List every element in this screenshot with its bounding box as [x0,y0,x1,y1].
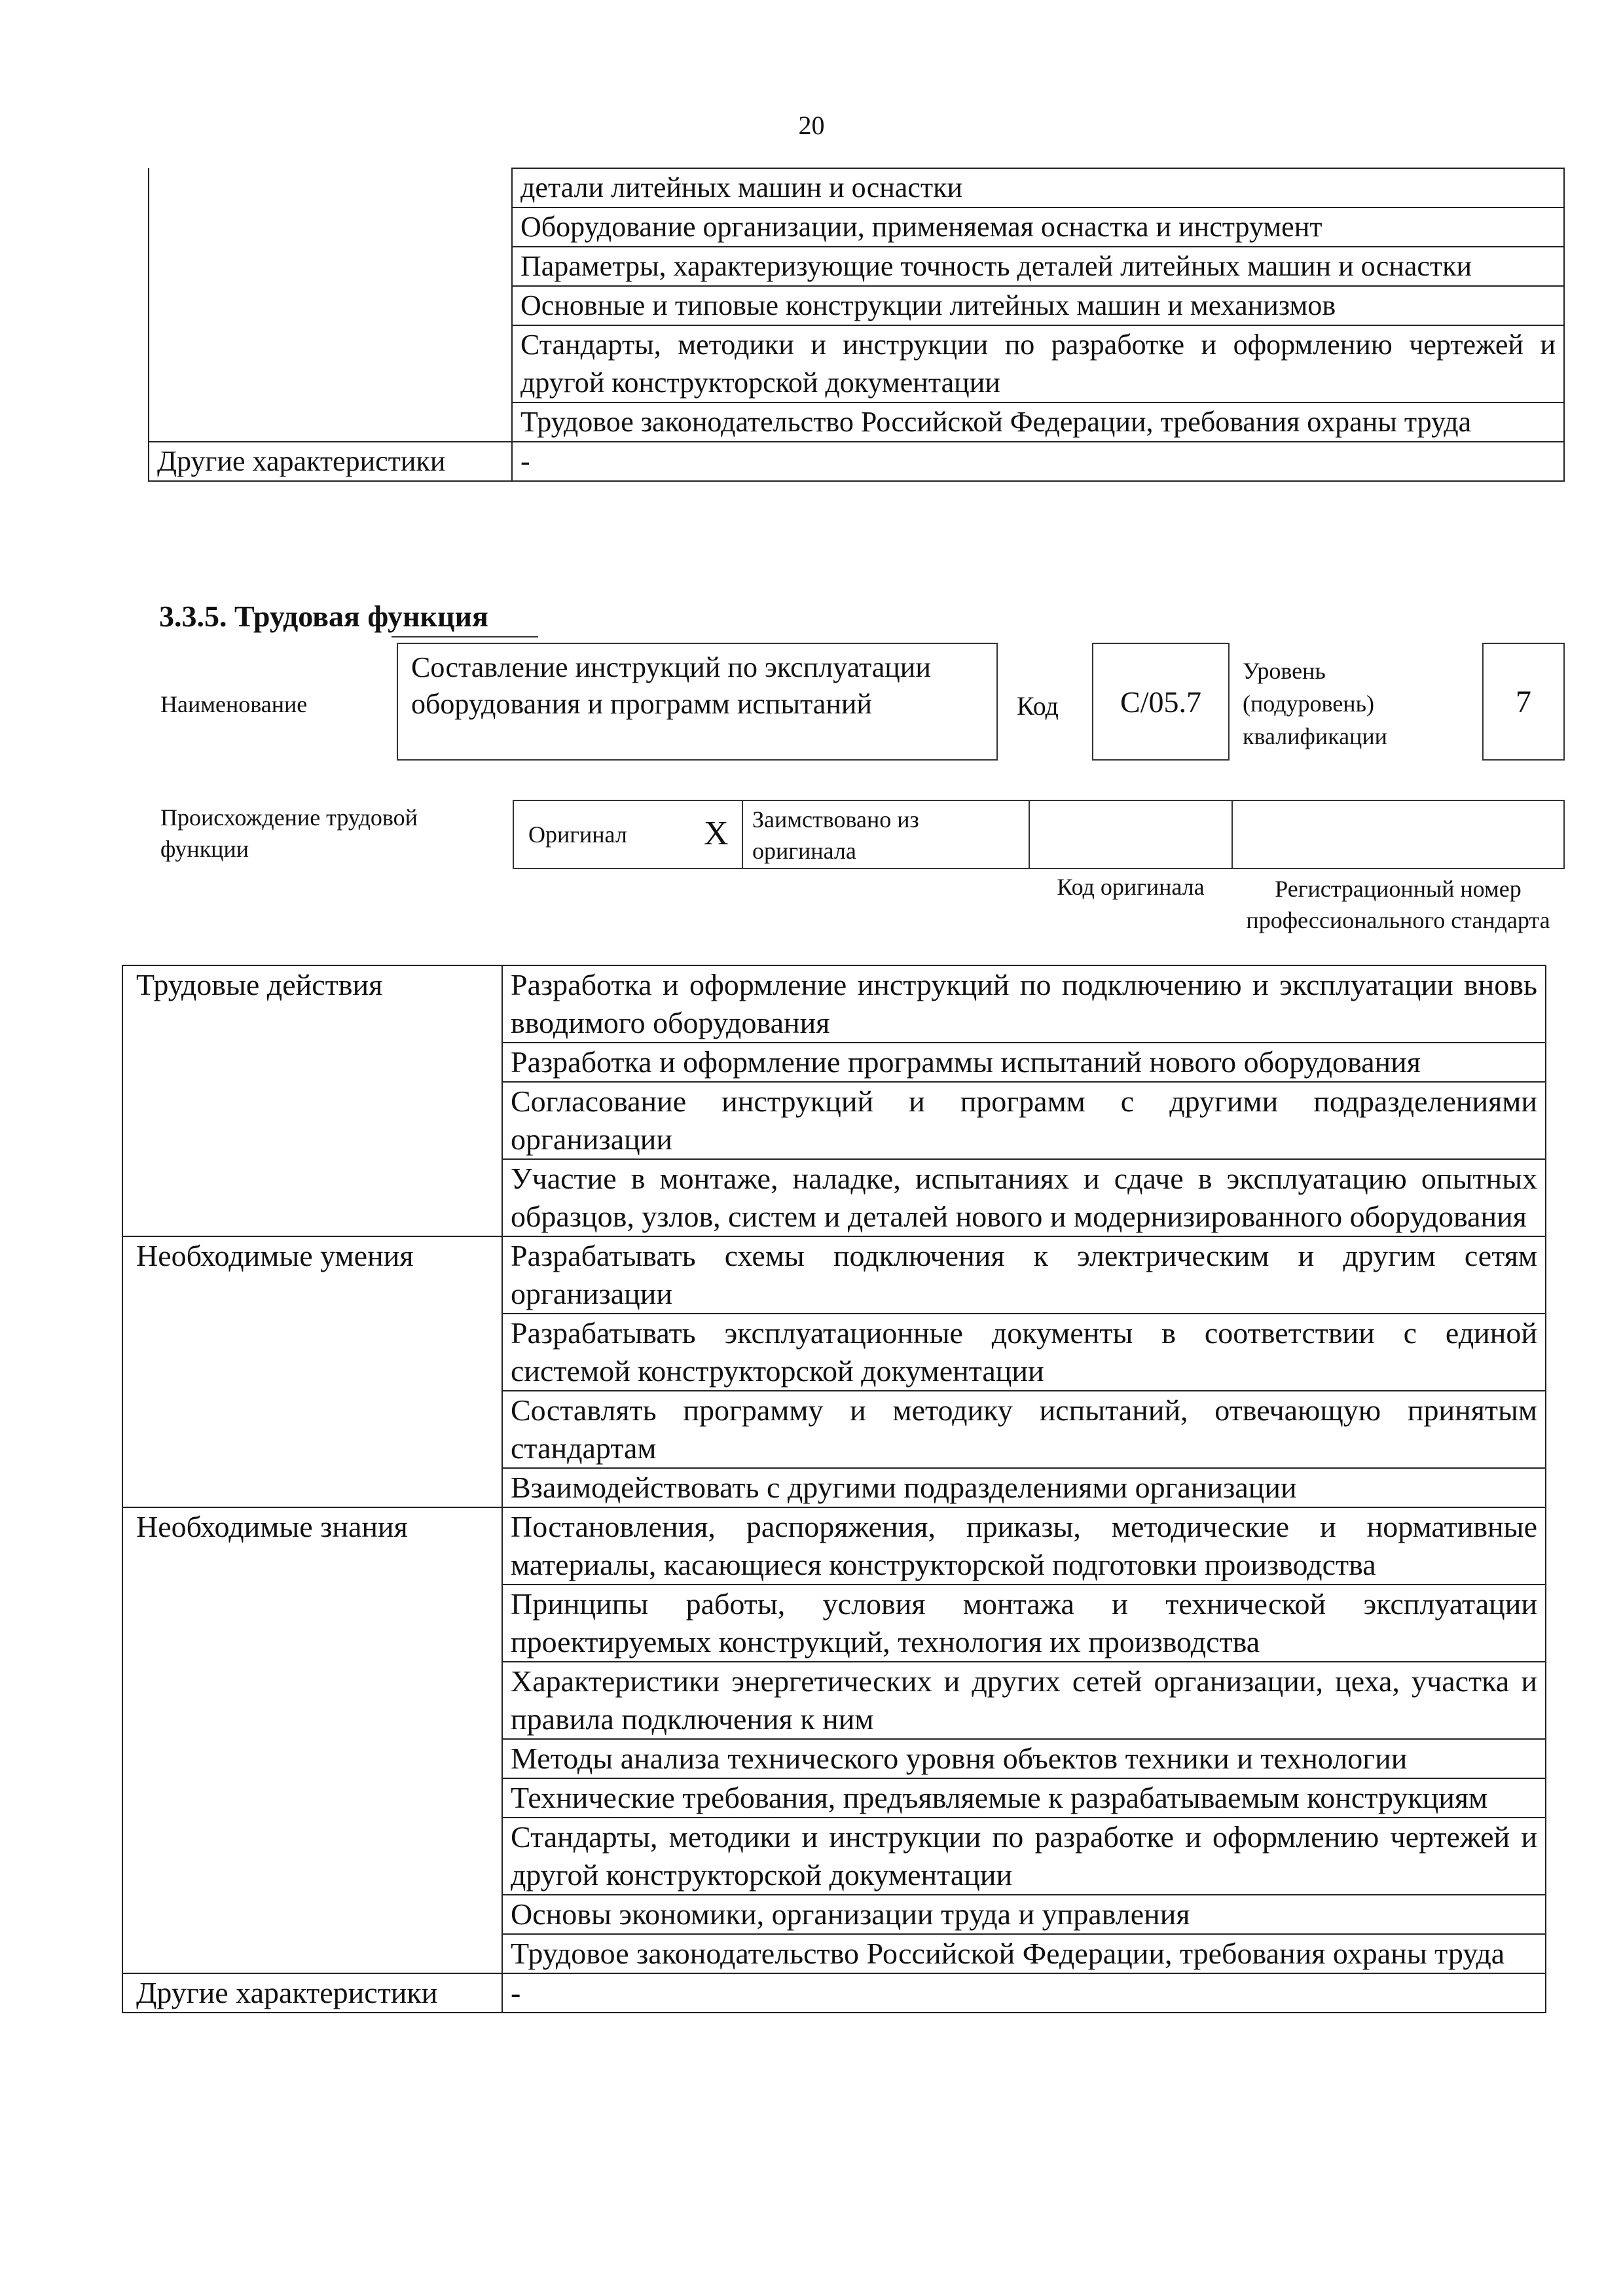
original-label: Оригинал [528,821,627,848]
table-row [149,286,1564,325]
original-code-caption: Код оригинала [1057,874,1205,900]
knowledge-item: Методы анализа технического уровня объектов техники и технологии [502,1739,1546,1778]
borrowed-label: Заимствовано из оригинала [752,806,919,864]
required-knowledge-label: Необходимые знания [122,1507,502,1973]
table-row [149,168,1564,207]
table-row [149,403,1564,442]
labor-action-item: Разработка и оформление программы испытаний нового оборудования [502,1043,1546,1082]
table-row [149,442,1564,481]
page-number: 20 [798,111,825,140]
other-characteristics-value: - [502,1973,1546,2013]
name-label: Наименование [160,691,308,717]
section-title: 3.3.5. Трудовая функция [159,600,488,633]
code-box [1092,643,1230,761]
knowledge-item: Основы экономики, организации труда и управления [502,1895,1546,1934]
table-row [122,965,1546,1043]
knowledge-item: детали литейных машин и оснастки [512,168,1564,207]
labor-action-item: Разработка и оформление инструкций по подключению и эксплуатации вновь вводимого оборудования [502,965,1546,1043]
table-row [149,247,1564,286]
knowledge-item: Характеристики энергетических и других сетей организации, цеха, участка и правила подключения к ним [502,1662,1546,1739]
knowledge-item: Стандарты, методики и инструкции по разработке и оформлению чертежей и другой конструкторской документации [502,1818,1546,1895]
registration-number-cell [1231,800,1565,869]
knowledge-item: Постановления, распоряжения, приказы, методические и нормативные материалы, касающиеся конструкторской подготовки производства [502,1507,1546,1585]
knowledge-item: Трудовое законодательство Российской Федерации, требования охраны труда [502,1934,1546,1973]
code-label: Код [1017,691,1059,721]
title-underline [392,636,538,637]
borrowed-cell [742,800,1030,869]
knowledge-item: Технические требования, предъявляемые к разрабатываемым конструкциям [502,1778,1546,1818]
knowledge-item: Стандарты, методики и инструкции по разработке и оформлению чертежей и другой конструкторской документации [512,325,1564,403]
origin-label: Происхождение трудовой функции [160,804,418,862]
function-name: Составление инструкций по эксплуатации оборудования и программ испытаний [411,651,931,720]
original-cell [513,800,743,869]
knowledge-item: Принципы работы, условия монтажа и технической эксплуатации проектируемых конструкций, технология их производства [502,1585,1546,1662]
table-row [122,1507,1546,1585]
original-mark: X [704,815,729,852]
function-name-box [397,643,998,761]
table-row [149,325,1564,403]
knowledge-continuation-table [148,168,1565,482]
other-characteristics-label: Другие характеристики [149,442,512,481]
other-characteristics-label: Другие характеристики [122,1973,502,2013]
level-box [1482,643,1565,761]
knowledge-item: Трудовое законодательство Российской Федерации, требования охраны труда [512,403,1564,442]
knowledge-item: Основные и типовые конструкции литейных машин и механизмов [512,286,1564,325]
original-code-cell [1029,800,1233,869]
table-row [149,207,1564,247]
other-characteristics-value: - [512,442,1564,481]
knowledge-item: Параметры, характеризующие точность деталей литейных машин и оснастки [512,247,1564,286]
code-value: С/05.7 [1120,685,1201,719]
labor-function-table [122,965,1546,2013]
labor-actions-label: Трудовые действия [122,965,502,1236]
registration-number-caption: Регистрационный номер профессионального стандарта [1246,876,1550,933]
table-row [122,1236,1546,1314]
skill-item: Составлять программу и методику испытаний, отвечающую принятым стандартам [502,1391,1546,1468]
skill-item: Взаимодействовать с другими подразделениями организации [502,1468,1546,1507]
level-value: 7 [1516,684,1531,719]
knowledge-item: Оборудование организации, применяемая оснастка и инструмент [512,207,1564,247]
table-row [122,1973,1546,2013]
labor-action-item: Согласование инструкций и программ с другими подразделениями организации [502,1082,1546,1159]
skill-item: Разрабатывать эксплуатационные документы в соответствии с единой системой конструкторской документации [502,1314,1546,1391]
skill-item: Разрабатывать схемы подключения к электрическим и другим сетям организации [502,1236,1546,1314]
required-skills-label: Необходимые умения [122,1236,502,1507]
labor-action-item: Участие в монтаже, наладке, испытаниях и сдаче в эксплуатацию опытных образцов, узлов, систем и деталей нового и модернизированного оборудования [502,1159,1546,1236]
level-label: Уровень (подуровень) квалификации [1243,658,1387,749]
